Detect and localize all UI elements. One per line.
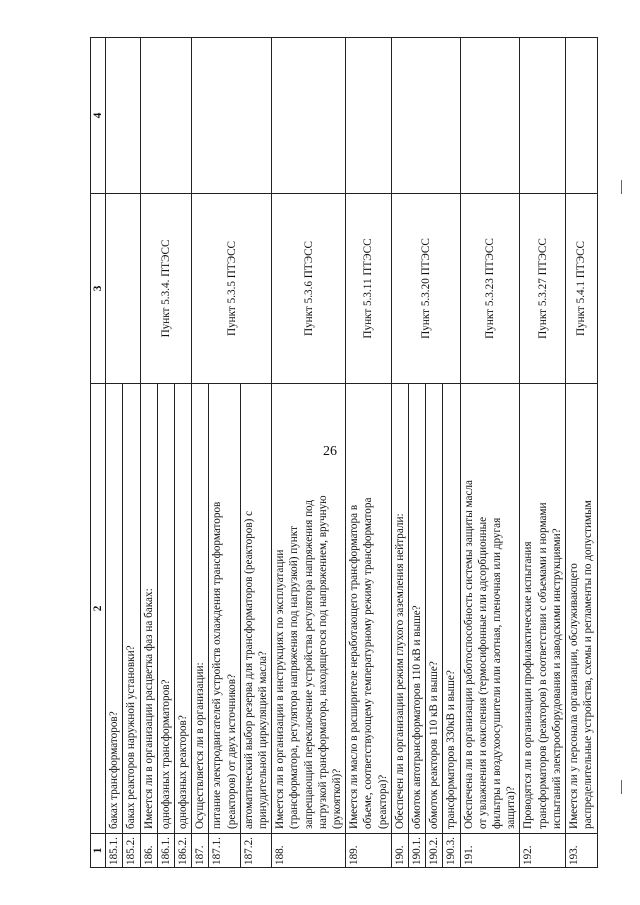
table-row bbox=[140, 38, 157, 868]
question-text bbox=[192, 384, 209, 834]
page-number: 26 bbox=[323, 444, 337, 459]
question-line: (трансформатора, регулятора напряжения под нагрузкой) пункт bbox=[288, 526, 301, 829]
question-text bbox=[209, 384, 240, 834]
item-number: 192. bbox=[520, 834, 566, 868]
question-line: фильтры и воздухоосушители или азотная, пленочная или другая bbox=[491, 517, 504, 829]
question-line: Обеспечен ли в организации режим глухого заземления нейтрали: bbox=[393, 513, 406, 829]
regulation-clause: Пункт 5.3.23 ПТЭСС bbox=[460, 194, 520, 384]
question-text bbox=[106, 384, 123, 834]
question-line: Проводятся ли в организации профилактические испытания bbox=[522, 541, 535, 829]
question-text bbox=[566, 384, 597, 834]
table-row bbox=[346, 38, 392, 868]
question-line: баках трансформаторов? bbox=[108, 711, 121, 829]
question-line: обмоток реакторов 110 кВ и выше? bbox=[428, 661, 441, 829]
item-number: 190.3. bbox=[443, 834, 460, 868]
question-line: испытаний электрооборудования и заводскими инструкциями? bbox=[550, 528, 563, 829]
question-line: однофазных трансформаторов? bbox=[159, 679, 172, 829]
item-number: 190. bbox=[391, 834, 408, 868]
item-number: 186.2. bbox=[175, 834, 192, 868]
item-number: 190.2. bbox=[426, 834, 443, 868]
regulation-clause: Пункт 5.3.6 ПТЭСС bbox=[272, 194, 346, 384]
question-text bbox=[391, 384, 408, 834]
question-text bbox=[460, 384, 520, 834]
question-line: запрещающий переключение устройства регулятора напряжения под bbox=[302, 499, 315, 829]
header-col-4: 4 bbox=[91, 38, 106, 194]
item-number: 185.1. bbox=[106, 834, 123, 868]
question-text bbox=[123, 384, 140, 834]
regulation-clause: Пункт 5.3.4. ПТЭСС bbox=[140, 194, 192, 384]
question-line: трансформаторов (реакторов) в соответствии с объемами и нормами bbox=[536, 502, 549, 829]
note-cell bbox=[106, 38, 140, 194]
note-cell bbox=[566, 38, 597, 194]
question-line: автоматический выбор резерва для трансформаторов (реакторов) с bbox=[242, 510, 255, 829]
table-row bbox=[391, 38, 408, 868]
question-text bbox=[175, 384, 192, 834]
question-line: Обеспечена ли в организации работоспособность системы защиты масла bbox=[462, 480, 475, 829]
question-text bbox=[426, 384, 443, 834]
question-line: баках реакторов наружной установки? bbox=[125, 645, 138, 829]
item-number: 189. bbox=[346, 834, 392, 868]
question-line: питание электродвигателей устройств охлаждения трансформаторов bbox=[211, 501, 224, 829]
note-cell bbox=[391, 38, 460, 194]
question-text bbox=[157, 384, 174, 834]
note-cell bbox=[520, 38, 566, 194]
rotated-table-container bbox=[90, 38, 640, 868]
question-text bbox=[346, 384, 392, 834]
question-text bbox=[443, 384, 460, 834]
question-text bbox=[409, 384, 426, 834]
question-line: объеме, соответствующему температурному режиму трансформатора bbox=[362, 497, 375, 829]
header-col-3: 3 bbox=[91, 194, 106, 384]
item-number: 187. bbox=[192, 834, 209, 868]
question-text bbox=[272, 384, 346, 834]
question-text bbox=[520, 384, 566, 834]
question-line: Имеется ли в организации в инструкциях по эксплуатации bbox=[274, 549, 287, 829]
regulation-clause: Пункт 5.3.11 ПТЭСС bbox=[346, 194, 392, 384]
item-number: 186. bbox=[140, 834, 157, 868]
table-header-row bbox=[91, 38, 106, 868]
note-cell bbox=[272, 38, 346, 194]
item-number: 187.1. bbox=[209, 834, 240, 868]
item-number: 187.2. bbox=[240, 834, 271, 868]
regulation-clause: Пункт 5.3.27 ПТЭСС bbox=[520, 194, 566, 384]
header-col-2: 2 bbox=[91, 384, 106, 834]
note-cell bbox=[140, 38, 192, 194]
question-text bbox=[240, 384, 271, 834]
regulation-clause: Пункт 5.4.1 ПТЭСС bbox=[566, 194, 597, 384]
table-row bbox=[520, 38, 566, 868]
question-line: Имеется ли масло в расширителе неработающего трансформатора в bbox=[348, 504, 361, 829]
question-line: нагрузкой трансформатора, находящегося под напряжением, вручную bbox=[316, 495, 329, 829]
table-row bbox=[272, 38, 346, 868]
question-line: Осуществляется ли в организации: bbox=[194, 662, 207, 829]
item-number: 190.1. bbox=[409, 834, 426, 868]
question-line: Имеется ли у персонала организации, обслуживающего bbox=[568, 563, 581, 829]
question-text bbox=[140, 384, 157, 834]
item-number: 186.1. bbox=[157, 834, 174, 868]
question-line: Имеется ли в организации расцветка фаз на баках: bbox=[142, 588, 155, 829]
note-cell bbox=[460, 38, 520, 194]
question-line: однофазных реакторов? bbox=[177, 715, 190, 829]
question-line: (рукояткой)? bbox=[331, 768, 344, 829]
header-col-1: 1 bbox=[91, 834, 106, 868]
question-line: (реактора)? bbox=[376, 774, 389, 829]
question-line: распределительные устройства, схемы и регламенты по допустимым bbox=[582, 500, 595, 829]
regulation-clause: Пункт 5.3.20 ПТЭСС bbox=[391, 194, 460, 384]
table-row bbox=[106, 38, 123, 868]
inspection-checklist-table bbox=[90, 37, 598, 868]
question-line: принудительной циркуляцией масла? bbox=[257, 651, 270, 829]
question-line: защита)? bbox=[505, 786, 518, 829]
item-number: 191. bbox=[460, 834, 520, 868]
item-number: 185.2. bbox=[123, 834, 140, 868]
item-number: 188. bbox=[272, 834, 346, 868]
question-line: обмоток автотрансформаторов 110 кВ и выше? bbox=[411, 605, 424, 829]
question-line: (реакторов) от двух источников? bbox=[225, 673, 238, 829]
question-line: от увлажнения и окисления (термосифонные или адсорбционные bbox=[476, 516, 489, 829]
note-cell bbox=[192, 38, 272, 194]
table-row bbox=[460, 38, 520, 868]
regulation-clause: Пункт 5.3.5 ПТЭСС bbox=[192, 194, 272, 384]
regulation-clause bbox=[106, 194, 140, 384]
table-row bbox=[566, 38, 597, 868]
table-row bbox=[192, 38, 209, 868]
note-cell bbox=[346, 38, 392, 194]
question-line: трансформаторов 330кВ и выше? bbox=[445, 670, 458, 829]
item-number: 193. bbox=[566, 834, 597, 868]
